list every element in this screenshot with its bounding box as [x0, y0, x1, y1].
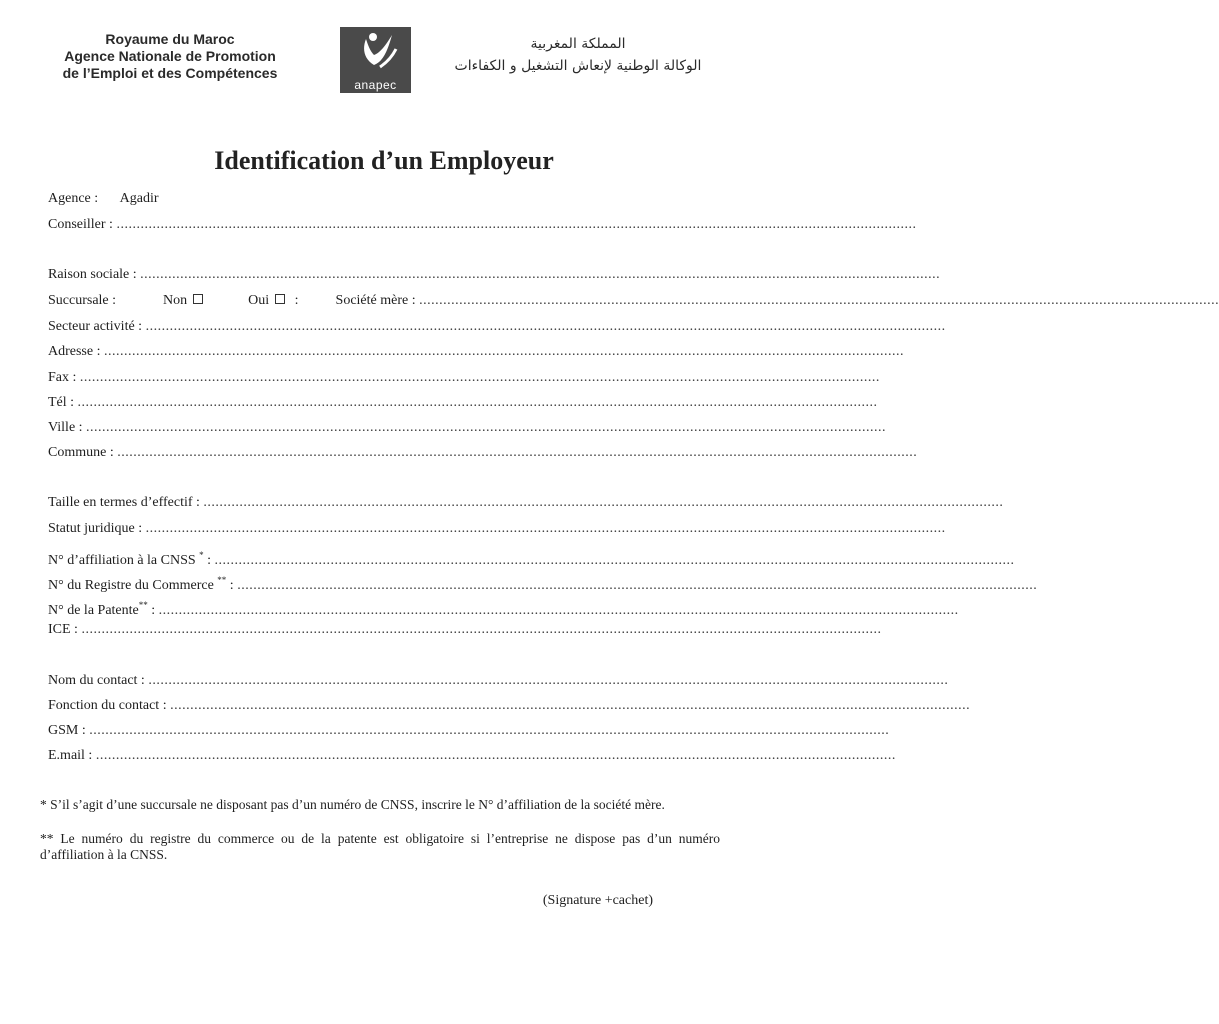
- succursale-label: Succursale :: [48, 293, 117, 308]
- patente-field[interactable]: ........................................................................................................................................................................................................: [158, 603, 959, 618]
- rc-row: [48, 571, 1038, 595]
- cnss-colon: :: [207, 553, 212, 568]
- agence-value: Agadir: [119, 191, 159, 206]
- header-fr-line3: de l’Emploi et des Compétences: [62, 65, 278, 81]
- header-fr-line1: Royaume du Maroc: [105, 31, 235, 47]
- agence-label: Agence :: [48, 191, 99, 206]
- tel-field[interactable]: ........................................................................................................................................................................................................: [77, 395, 878, 410]
- fonction-contact-label: Fonction du contact :: [48, 698, 167, 713]
- commune-label: Commune :: [48, 445, 114, 460]
- raison-sociale-row: [48, 266, 941, 284]
- commune-row: [48, 444, 918, 462]
- taille-row: [48, 494, 1004, 512]
- raison-sociale-label: Raison sociale :: [48, 267, 137, 282]
- patente-footnote-mark: **: [138, 600, 148, 610]
- form-title: Identification d’un Employeur: [214, 146, 554, 175]
- societe-mere-field[interactable]: ........................................................................................................................................................................................................: [419, 293, 1219, 308]
- conseiller-field[interactable]: ........................................................................................................................................................................................................: [116, 217, 917, 232]
- secteur-label: Secteur activité :: [48, 319, 143, 334]
- commune-field[interactable]: ........................................................................................................................................................................................................: [117, 445, 918, 460]
- anapec-logo: [340, 27, 411, 93]
- footnote-cnss: * S’il s’agit d’une succursale ne disposant pas d’un numéro de CNSS, inscrire le N° d’affiliation de la société mère.: [40, 797, 665, 812]
- email-label: E.mail :: [48, 748, 93, 763]
- footnote-registre: ** Le numéro du registre du commerce ou de la patente est obligatoire si l’entreprise ne dispose pas d’un numéro d’affiliation à la CNSS.: [40, 831, 720, 862]
- nom-contact-label: Nom du contact :: [48, 673, 145, 688]
- email-row: [48, 747, 896, 765]
- raison-sociale-field[interactable]: ........................................................................................................................................................................................................: [140, 267, 941, 282]
- fonction-contact-row: [48, 697, 971, 715]
- ice-row: [48, 621, 882, 639]
- rc-footnote-mark: **: [217, 575, 227, 585]
- societe-mere-label: Société mère :: [335, 293, 416, 308]
- gsm-label: GSM :: [48, 723, 86, 738]
- ville-label: Ville :: [48, 420, 83, 435]
- cnss-row: [48, 546, 1015, 570]
- rc-field[interactable]: ........................................................................................................................................................................................................: [237, 578, 1038, 593]
- secteur-field[interactable]: ........................................................................................................................................................................................................: [145, 319, 946, 334]
- patente-label: N° de la Patente: [48, 603, 139, 618]
- non-checkbox[interactable]: [193, 294, 203, 304]
- ice-field[interactable]: ........................................................................................................................................................................................................: [81, 622, 882, 637]
- tel-row: [48, 394, 878, 412]
- statut-field[interactable]: ........................................................................................................................................................................................................: [145, 521, 946, 536]
- header-french: [40, 31, 300, 82]
- ville-field[interactable]: ........................................................................................................................................................................................................: [86, 420, 887, 435]
- ville-row: [48, 419, 887, 437]
- conseiller-row: [48, 216, 917, 234]
- email-field[interactable]: ........................................................................................................................................................................................................: [95, 748, 896, 763]
- succursale-row: [48, 292, 1219, 310]
- gsm-field[interactable]: ........................................................................................................................................................................................................: [89, 723, 890, 738]
- nom-contact-field[interactable]: ........................................................................................................................................................................................................: [148, 673, 949, 688]
- non-label: Non: [163, 293, 188, 308]
- signature-label: (Signature +cachet): [542, 893, 653, 908]
- oui-checkbox[interactable]: [275, 294, 285, 304]
- header-ar-line2: الوكالة الوطنية لإنعاش التشغيل و الكفاءات: [454, 58, 702, 74]
- rc-label: N° du Registre du Commerce: [48, 578, 214, 593]
- patente-colon: :: [151, 603, 156, 618]
- header-arabic: [428, 33, 728, 77]
- header-fr-line2: Agence Nationale de Promotion: [64, 48, 276, 64]
- agence-row: [48, 190, 159, 208]
- ice-label: ICE :: [48, 622, 78, 637]
- conseiller-label: Conseiller :: [48, 217, 113, 232]
- header-ar-line1: المملكة المغربية: [530, 36, 626, 52]
- oui-colon: :: [294, 293, 299, 308]
- adresse-field[interactable]: ........................................................................................................................................................................................................: [104, 344, 904, 359]
- cnss-footnote-mark: *: [199, 550, 204, 560]
- taille-field[interactable]: ........................................................................................................................................................................................................: [203, 495, 1004, 510]
- cnss-label: N° d’affiliation à la CNSS: [48, 553, 196, 568]
- fonction-contact-field[interactable]: ........................................................................................................................................................................................................: [170, 698, 971, 713]
- taille-label: Taille en termes d’effectif :: [48, 495, 200, 510]
- oui-label: Oui: [248, 293, 270, 308]
- gsm-row: [48, 722, 890, 740]
- adresse-row: [48, 343, 904, 361]
- logo-text: anapec: [354, 78, 397, 92]
- fax-label: Fax :: [48, 370, 77, 385]
- statut-label: Statut juridique :: [48, 521, 143, 536]
- adresse-label: Adresse :: [48, 344, 101, 359]
- secteur-row: [48, 318, 946, 336]
- nom-contact-row: [48, 672, 949, 690]
- tel-label: Tél :: [48, 395, 75, 410]
- fax-field[interactable]: ........................................................................................................................................................................................................: [79, 370, 880, 385]
- cnss-field[interactable]: ........................................................................................................................................................................................................: [214, 553, 1015, 568]
- statut-row: [48, 520, 946, 538]
- logo-mark-icon: [340, 27, 411, 79]
- patente-row: [48, 596, 959, 620]
- rc-colon: :: [229, 578, 234, 593]
- fax-row: [48, 369, 880, 387]
